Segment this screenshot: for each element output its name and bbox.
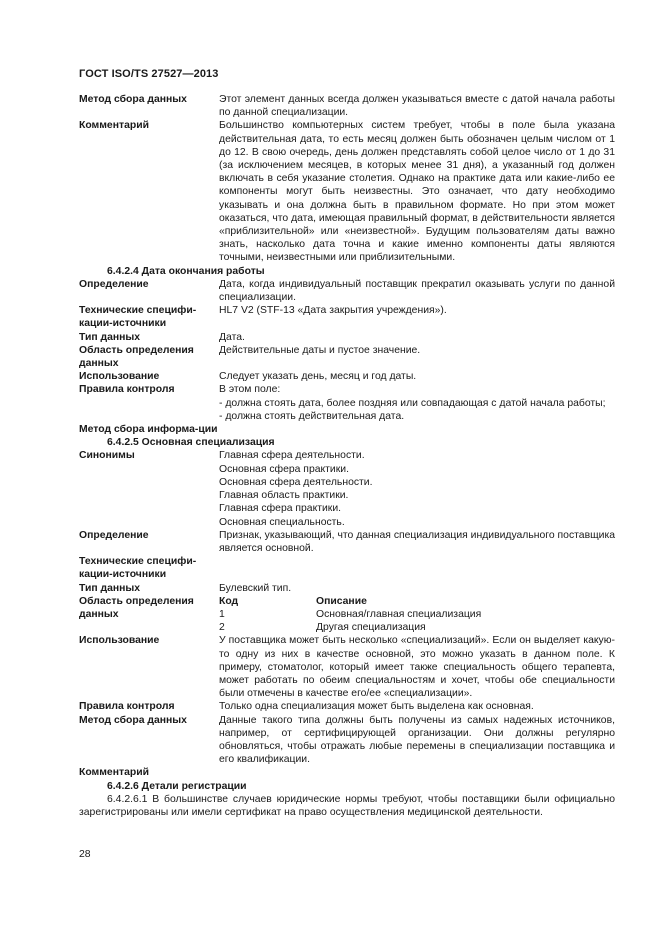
field-term: Тип данных (79, 582, 141, 594)
description-line: Главная сфера деятельности. (219, 450, 365, 462)
page-number: 28 (79, 849, 91, 860)
description-line: Данные такого типа должны быть получены из самых надежных источников, например, от сертифицирующей организации. Они должны регулярно обновляться, чтобы отражать любые перемены в специализации поставщика и его квалификации. (219, 714, 615, 766)
field-row (79, 529, 615, 555)
field-term: Определение (79, 278, 149, 290)
description-line: Большинство компьютерных систем требует, чтобы в поле была указана действительная дата, то есть месяц должен быть обозначен целым числом от 1 до 12. В свою очередь, день должен представлять собой целое число от 1 до 31 (за исключением месяцев, в которых менее 31 дня), а указанный год должен включать в себя указание столетия. Однако на практике дата или какие-либо ее компоненты могут быть неизвестны. Это означает, что дату необходимо указывать и она должна быть в правильном формате. Но при этом может оказаться, что дата, имеющая правильный формат, в действительности является «приблизительной» или «неизвестной». Будущим пользователям даты важно знать, насколько дата точна и какие именно компоненты даты являются точными, неизвестными или приблизительными. (219, 120, 615, 264)
field-term: Метод сбора данных (79, 714, 187, 726)
field-term: Синонимы (79, 450, 135, 462)
description-line: У поставщика может быть несколько «специализаций». Если он выделяет какую-то одну из них в качестве основной, это можно указать в данном поле. К примеру, стоматолог, который имеет также специальность общего терапевта, может работать по обеим специальностям и хочет, чтобы обе специальности были отмечены в качестве его/ее «специализации». (219, 635, 615, 700)
field-row (79, 344, 615, 370)
code-table (219, 595, 615, 635)
field-list (79, 634, 615, 779)
field-description (219, 370, 615, 383)
field-term: Использование (79, 635, 160, 647)
field-description (219, 449, 615, 528)
description-line: Признак, указывающий, что данная специализация индивидуального поставщика является основной. (219, 529, 615, 554)
field-term: Комментарий (79, 767, 149, 779)
field-row (79, 304, 615, 330)
description-line: - должна стоять дата, более поздняя или совпадающая с датой начала работы; (219, 397, 606, 409)
field-row (79, 700, 615, 713)
document-header: ГОСТ ISO/TS 27527—2013 (79, 68, 219, 80)
description-line (219, 423, 615, 436)
description-line: HL7 V2 (STF-13 «Дата закрытия учреждения»). (219, 305, 447, 317)
document-content (79, 93, 615, 819)
field-description (219, 331, 615, 344)
code-cell: 1 (219, 608, 225, 620)
field-description (219, 383, 615, 423)
field-row (79, 383, 615, 423)
field-row (79, 93, 615, 119)
field-term: Правила контроля (79, 701, 175, 713)
field-row (79, 423, 615, 436)
field-row (79, 449, 615, 528)
field-list (79, 93, 615, 265)
field-description (219, 423, 615, 436)
description-line: Главная область практики. (219, 490, 349, 502)
description-cell: Основная/главная специализация (316, 608, 482, 620)
description-line: Дата. (219, 331, 245, 343)
description-line: В этом поле: (219, 384, 281, 396)
field-term: Правила контроля (79, 384, 175, 396)
description-header: Описание (316, 595, 367, 607)
field-row (79, 278, 615, 304)
description-line: - должна стоять действительная дата. (219, 410, 405, 422)
field-description (219, 555, 615, 581)
field-description (219, 119, 615, 264)
description-line: Основная сфера деятельности. (219, 476, 373, 488)
field-description (219, 634, 615, 700)
field-row (79, 766, 615, 779)
field-term: Технические специфи-кации-источники (79, 305, 197, 330)
code-header: Код (219, 595, 239, 607)
section-heading: 6.4.2.4 Дата окончания работы (107, 265, 265, 277)
field-description (219, 714, 615, 767)
field-row (79, 370, 615, 383)
field-row (79, 119, 615, 264)
field-term: Метод сбора данных (79, 94, 187, 105)
field-term: Комментарий (79, 120, 149, 132)
field-description (219, 93, 615, 119)
field-term: Определение (79, 529, 149, 541)
description-line: Основная специальность. (219, 516, 345, 528)
field-term: Область определения данных (79, 595, 194, 620)
description-cell: Другая специализация (316, 622, 426, 634)
code-cell: 2 (219, 622, 225, 634)
description-line: Дата, когда индивидуальный поставщик прекратил оказывать услуги по данной специализации. (219, 278, 615, 304)
section-heading: 6.4.2.5 Основная специализация (107, 437, 275, 449)
description-line: Действительные даты и пустое значение. (219, 344, 421, 356)
description-line: Главная сфера практики. (219, 503, 342, 515)
paragraph: 6.4.2.6.1 В большинстве случаев юридические нормы требуют, чтобы поставщики были официально зарегистрированы или имели сертификат на право осуществления медицинской деятельности. (79, 793, 615, 818)
field-list (79, 278, 615, 436)
section-heading: 6.4.2.6 Детали регистрации (107, 780, 247, 792)
field-description (219, 582, 615, 595)
field-description (219, 344, 615, 370)
field-term: Метод сбора информа-ции (79, 424, 218, 436)
description-line: Булевский тип. (219, 582, 292, 594)
field-row (79, 331, 615, 344)
field-description (219, 278, 615, 304)
description-line: Следует указать день, месяц и год даты. (219, 371, 417, 383)
field-term: Использование (79, 371, 160, 383)
description-line: Только одна специализация может быть выделена как основная. (219, 701, 534, 713)
description-line (219, 766, 615, 779)
description-line (219, 555, 615, 568)
field-term: Технические специфи-кации-источники (79, 556, 197, 581)
field-term: Область определения данных (79, 344, 194, 370)
field-description (219, 304, 615, 330)
field-description (219, 529, 615, 555)
description-line: Этот элемент данных всегда должен указываться вместе с датой начала работы по данной специализации. (219, 94, 615, 119)
field-row-domain (79, 595, 615, 635)
field-row (79, 714, 615, 767)
field-term: Тип данных (79, 331, 141, 343)
field-row (79, 555, 615, 581)
field-row (79, 634, 615, 700)
field-list (79, 449, 615, 594)
field-row (79, 582, 615, 595)
field-description (219, 766, 615, 779)
field-description (219, 700, 615, 713)
description-line: Основная сфера практики. (219, 463, 349, 475)
